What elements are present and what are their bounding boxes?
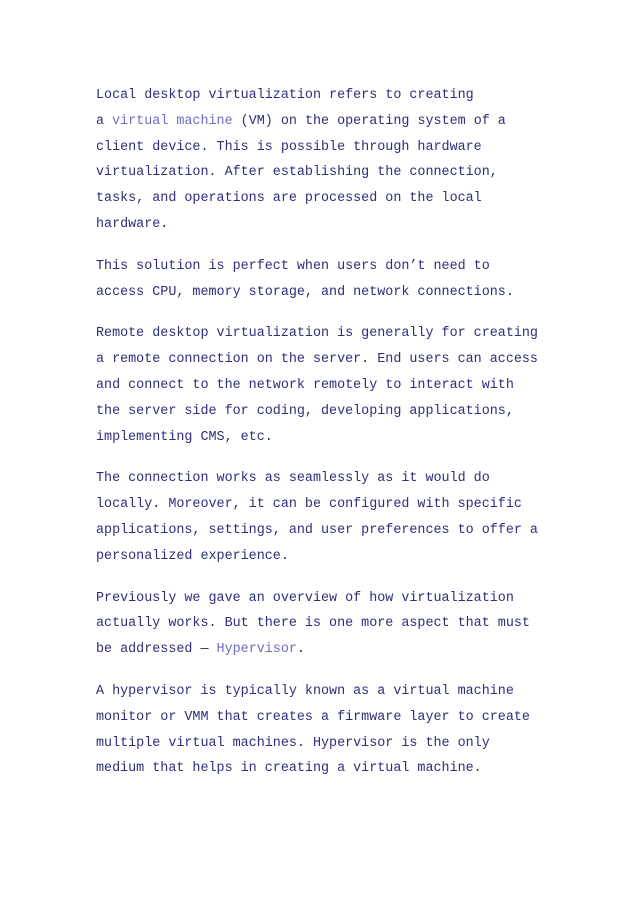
- text-line: actually works. But there is one more aspect that must: [96, 616, 530, 632]
- text-fragment: a: [96, 113, 113, 129]
- text-line: the server side for coding, developing applications,: [96, 403, 514, 419]
- text-fragment: (VM) on the operating system of a: [232, 113, 506, 129]
- paragraph-solution: [96, 254, 616, 306]
- text-line: The connection works as seamlessly as it would do: [96, 471, 490, 487]
- text-line: medium that helps in creating a virtual machine.: [96, 761, 482, 777]
- text-fragment: .: [296, 642, 305, 658]
- text-line: virtualization. After establishing the connection,: [96, 165, 498, 181]
- virtual-machine-link[interactable]: virtual machine: [112, 113, 233, 129]
- paragraph-remote-virtualization: [96, 321, 616, 450]
- text-line: Remote desktop virtualization is generally for creating: [96, 326, 538, 342]
- text-line: tasks, and operations are processed on the local: [96, 191, 482, 207]
- text-line: client device. This is possible through hardware: [96, 139, 482, 155]
- text-line: locally. Moreover, it can be configured with specific: [96, 497, 522, 513]
- text-line: A hypervisor is typically known as a virtual machine: [96, 683, 514, 699]
- text-line: applications, settings, and user preferences to offer a: [96, 522, 538, 538]
- text-line: [96, 109, 616, 135]
- text-line: hardware.: [96, 216, 169, 232]
- text-line: This solution is perfect when users don’t need to: [96, 258, 490, 274]
- text-fragment: be addressed —: [96, 642, 217, 658]
- text-line: Previously we gave an overview of how virtualization: [96, 590, 514, 606]
- text-line: access CPU, memory storage, and network connections.: [96, 284, 514, 300]
- paragraph-overview: [96, 586, 616, 663]
- text-line: personalized experience.: [96, 548, 289, 564]
- paragraph-connection: [96, 466, 616, 569]
- article-body: [96, 83, 616, 798]
- text-line: a remote connection on the server. End users can access: [96, 352, 538, 368]
- hypervisor-link[interactable]: Hypervisor: [216, 642, 297, 658]
- text-line: and connect to the network remotely to interact with: [96, 377, 514, 393]
- text-line: Local desktop virtualization refers to creating: [96, 88, 474, 103]
- text-line: multiple virtual machines. Hypervisor is the only: [96, 735, 490, 751]
- text-line: [96, 637, 616, 663]
- paragraph-local-virtualization: [96, 83, 616, 238]
- paragraph-hypervisor: [96, 679, 616, 782]
- text-line: monitor or VMM that creates a firmware layer to create: [96, 709, 530, 725]
- text-line: implementing CMS, etc.: [96, 429, 273, 445]
